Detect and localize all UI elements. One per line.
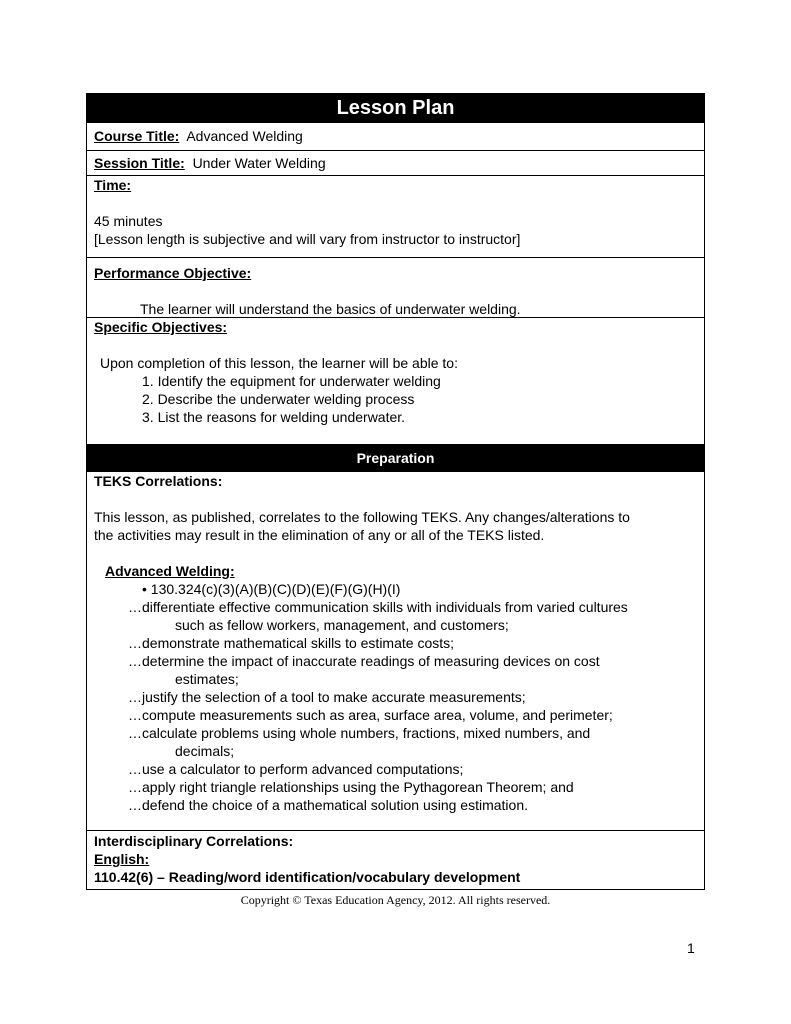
advanced-welding-subhead: Advanced Welding: bbox=[105, 563, 235, 579]
list-item: 2. Describe the underwater welding process bbox=[142, 391, 415, 407]
teks-item: …demonstrate mathematical skills to estimate costs; bbox=[128, 635, 455, 651]
teks-code: 130.324(c)(3)(A)(B)(C)(D)(E)(F)(G)(H)(I) bbox=[150, 581, 401, 597]
teks-item: …defend the choice of a mathematical solution using estimation. bbox=[128, 797, 529, 813]
bullet-icon: • bbox=[142, 581, 147, 597]
course-title-value: Advanced Welding bbox=[186, 128, 303, 144]
list-item: 1. Identify the equipment for underwater welding bbox=[142, 373, 441, 389]
specific-objectives-intro: Upon completion of this lesson, the learner will be able to: bbox=[100, 355, 458, 371]
performance-objective-text: The learner will understand the basics of underwater welding. bbox=[140, 301, 521, 317]
teks-correlations-label: TEKS Correlations: bbox=[94, 473, 223, 489]
teks-item: …compute measurements such as area, surface area, volume, and perimeter; bbox=[128, 707, 613, 723]
session-title-label: Session Title: bbox=[94, 155, 185, 171]
page-number: 1 bbox=[687, 940, 695, 956]
specific-objectives-row bbox=[87, 318, 704, 445]
teks-bullet bbox=[94, 580, 697, 598]
preparation-header: Preparation bbox=[87, 445, 704, 472]
teks-item: …determine the impact of inaccurate readings of measuring devices on cost bbox=[128, 653, 600, 669]
teks-correlations-row bbox=[87, 472, 704, 831]
course-title-row bbox=[87, 123, 704, 151]
page-title: Lesson Plan bbox=[87, 94, 704, 123]
course-title-label: Course Title: bbox=[94, 128, 180, 144]
time-note: [Lesson length is subjective and will vary from instructor to instructor] bbox=[94, 231, 521, 247]
teks-item: …use a calculator to perform advanced computations; bbox=[128, 761, 464, 777]
performance-objective-row bbox=[87, 258, 704, 318]
interdisciplinary-row bbox=[87, 831, 704, 889]
teks-item-continued: such as fellow workers, management, and customers; bbox=[175, 617, 509, 633]
teks-intro-line2: the activities may result in the elimination of any or all of the TEKS listed. bbox=[94, 527, 545, 543]
teks-item: …calculate problems using whole numbers, fractions, mixed numbers, and bbox=[128, 725, 591, 741]
session-title-row bbox=[87, 151, 704, 176]
teks-item: …justify the selection of a tool to make accurate measurements; bbox=[128, 689, 526, 705]
time-label: Time: bbox=[94, 177, 132, 193]
interdisciplinary-label: Interdisciplinary Correlations: bbox=[94, 833, 294, 849]
english-label: English: bbox=[94, 851, 150, 867]
teks-item: …differentiate effective communication skills with individuals from varied cultures bbox=[128, 599, 628, 615]
teks-intro-line1: This lesson, as published, correlates to the following TEKS. Any changes/alterations to bbox=[94, 509, 630, 525]
time-row bbox=[87, 176, 704, 258]
specific-objectives-label: Specific Objectives: bbox=[94, 319, 228, 335]
list-item: 3. List the reasons for welding underwater. bbox=[142, 409, 406, 425]
session-title-value: Under Water Welding bbox=[192, 155, 326, 171]
time-duration: 45 minutes bbox=[94, 213, 163, 229]
teks-item-continued: estimates; bbox=[175, 671, 239, 687]
teks-item-continued: decimals; bbox=[175, 743, 235, 759]
teks-item: …apply right triangle relationships using the Pythagorean Theorem; and bbox=[128, 779, 574, 795]
english-standard: 110.42(6) – Reading/word identification/vocabulary development bbox=[94, 869, 521, 885]
lesson-plan-table bbox=[86, 93, 705, 890]
copyright-footer: Copyright © Texas Education Agency, 2012. All rights reserved. bbox=[240, 893, 551, 907]
performance-objective-label: Performance Objective: bbox=[94, 265, 252, 281]
